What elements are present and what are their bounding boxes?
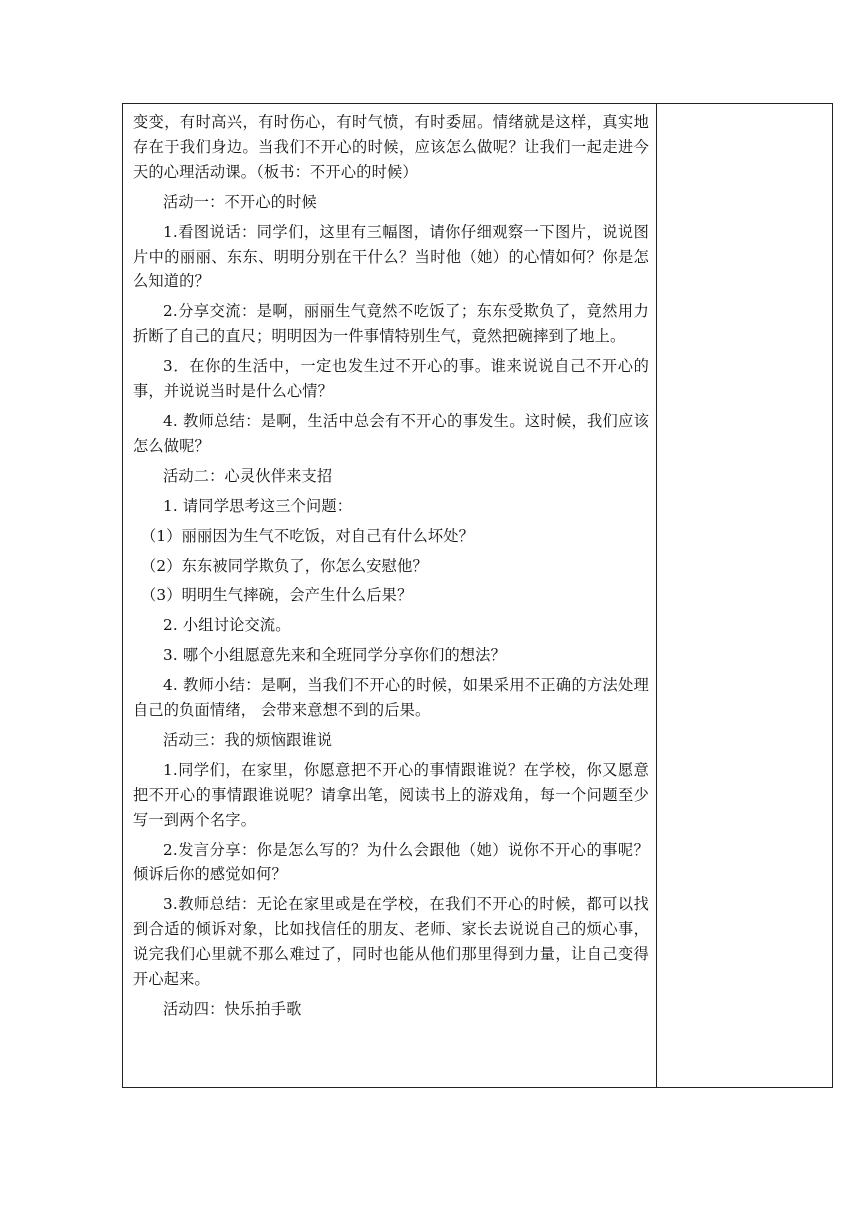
paragraph-intro: 变变，有时高兴，有时伤心，有时气愤，有时委屈。情绪就是这样，真实地存在于我们身边。当我们不开心的时候，应该怎么做呢？让我们一起走进今天的心理活动课。（板书：不开心的时候） — [133, 113, 649, 181]
heading-activity-4: 活动四：快乐拍手歌 — [163, 1000, 302, 1018]
paragraph-activity-1-step-2: 2.分享交流：是啊，丽丽生气竟然不吃饭了；东东受欺负了，竟然用力折断了自己的直尺；明明因为一件事情特别生气，竟然把碗摔到了地上。 — [133, 302, 649, 346]
paragraph-activity-1-step-4: 4. 教师总结：是啊，生活中总会有不开心的事发生。这时候，我们应该怎么做呢？ — [133, 411, 649, 455]
paragraph-activity-2-step-2: 2. 小组讨论交流。 — [163, 616, 291, 635]
lesson-table — [122, 103, 833, 1088]
content-cell — [123, 104, 657, 1087]
heading-activity-2: 活动二：心灵伙伴来支招 — [163, 466, 333, 485]
paragraph-activity-2-step-1: 1. 请同学思考这三个问题： — [163, 496, 353, 515]
notes-cell — [657, 104, 832, 1087]
paragraph-activity-3-step-1: 1.同学们，在家里，你愿意把不开心的事情跟谁说？在学校，你又愿意把不开心的事情跟谁说呢？请拿出笔，阅读书上的游戏角，每一个问题至少写一到两个名字。 — [133, 760, 649, 829]
question-1: （1）丽丽因为生气不吃饭，对自己有什么坏处？ — [141, 526, 475, 545]
question-3: （3）明明生气摔碗，会产生什么后果？ — [141, 586, 413, 605]
paragraph-activity-3-step-2: 2.发言分享：你是怎么写的？为什么会跟他（她）说你不开心的事呢？倾诉后你的感觉如何？ — [133, 840, 649, 884]
paragraph-activity-2-step-3: 3. 哪个小组愿意先来和全班同学分享你们的想法？ — [163, 646, 507, 665]
paragraph-activity-2-step-4: 4. 教师小结：是啊，当我们不开心的时候，如果采用不正确的方法处理自己的负面情绪， 会带来意想不到的后果。 — [133, 676, 649, 720]
heading-activity-3: 活动三：我的烦恼跟谁说 — [163, 730, 333, 749]
lesson-text — [133, 110, 649, 1022]
heading-activity-1: 活动一：不开心的时候 — [163, 192, 317, 211]
paragraph-activity-3-step-3: 3.教师总结：无论在家里或是在学校，在我们不开心的时候，都可以找到合适的倾诉对象，比如找信任的朋友、老师、家长去说说自己的烦心事，说完我们心里就不那么难过了，同时也能从他们那里得到力量，让自己变得开心起来。 — [133, 895, 649, 989]
paragraph-activity-1-step-1: 1.看图说话：同学们，这里有三幅图，请你仔细观察一下图片，说说图片中的丽丽、东东、明明分别在干什么？当时他（她）的心情如何？你是怎么知道的？ — [133, 222, 649, 291]
paragraph-activity-1-step-3: 3．在你的生活中，一定也发生过不开心的事。谁来说说自己不开心的事，并说说当时是什么心情？ — [133, 357, 649, 401]
question-2: （2）东东被同学欺负了，你怎么安慰他？ — [141, 556, 428, 575]
